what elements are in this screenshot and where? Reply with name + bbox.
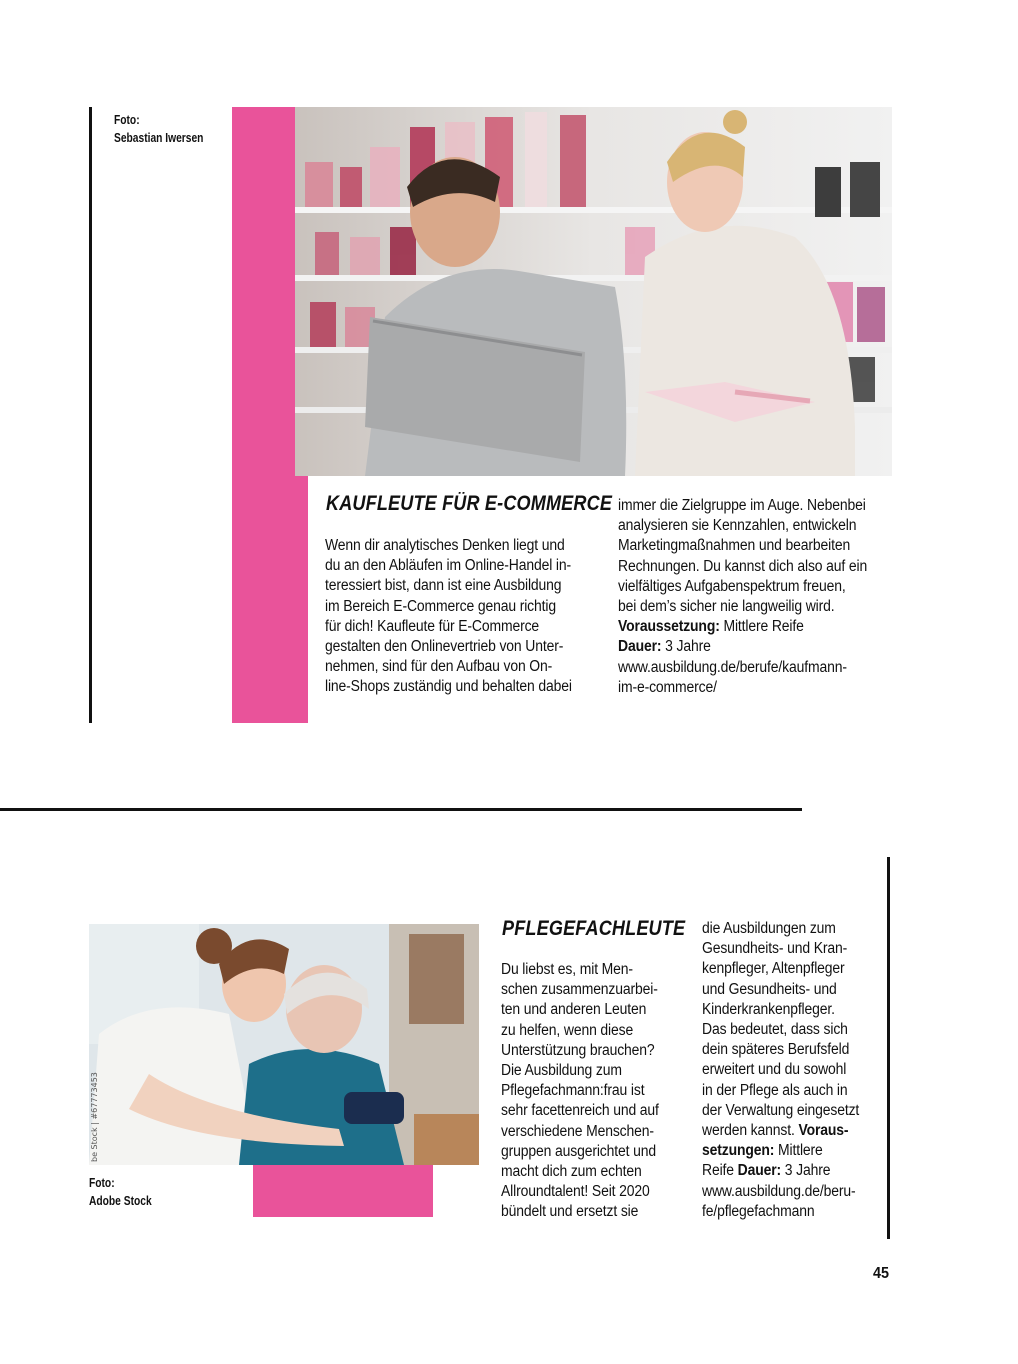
- text-line: [702, 1121, 864, 1141]
- text-line: teressiert bist, dann ist eine Ausbildung: [325, 577, 562, 595]
- url-line: www.ausbildung.de/berufe/kaufmann-: [618, 658, 847, 676]
- ecommerce-photo: [295, 107, 892, 476]
- text-line: Das bedeutet, dass sich: [702, 1021, 848, 1039]
- text-line: für dich! Kaufleute für E-Commerce: [325, 617, 540, 635]
- photo-credit-label: Foto:: [114, 113, 140, 127]
- requirement-line: [618, 617, 875, 637]
- nursing-photo: [89, 924, 479, 1165]
- text-line: im Bereich E-Commerce genau richtig: [325, 597, 556, 615]
- photo-credit-label: Foto:: [89, 1176, 115, 1190]
- photo-credit-1: [114, 111, 203, 147]
- text-line: macht dich zum echten: [501, 1163, 642, 1181]
- text-line: sehr facettenreich und auf: [501, 1102, 659, 1120]
- stock-id-text: be Stock | #67773453: [90, 1072, 99, 1162]
- url-line: fe/pflegefachmann: [702, 1202, 815, 1220]
- nursing-text-col2: [702, 919, 882, 1222]
- text-line: Marketingmaßnahmen und bearbeiten: [618, 537, 851, 555]
- duration-label: Dauer:: [737, 1162, 782, 1180]
- text-line: verschiedene Menschen-: [501, 1122, 654, 1140]
- requirement-value-cont: Reife: [702, 1162, 738, 1180]
- duration-value: 3 Jahre: [661, 638, 711, 656]
- text-line: Gesundheits- und Kran-: [702, 940, 848, 958]
- duration-value: 3 Jahre: [781, 1162, 831, 1180]
- text-line: line-Shops zuständig und behalten dabei: [325, 678, 572, 696]
- text-line: Du liebst es, mit Men-: [501, 961, 633, 978]
- text-line: ten und anderen Leuten: [501, 1001, 647, 1019]
- text-line: Rechnungen. Du kannst dich also auf ein: [618, 557, 868, 575]
- text-line: erweitert und du sowohl: [702, 1061, 847, 1079]
- photo-credit-2: [89, 1174, 152, 1210]
- requirement-label-part2: setzungen:: [702, 1142, 775, 1160]
- text-line: bündelt und ersetzt sie: [501, 1203, 639, 1221]
- section-divider: [0, 808, 802, 811]
- text-line: Wenn dir analytisches Denken liegt und: [325, 537, 565, 554]
- heading-nursing: PFLEGEFACHLEUTE: [502, 917, 686, 940]
- text-line: Allroundtalent! Seit 2020: [501, 1183, 650, 1201]
- photo-credit-name: Sebastian Iwersen: [114, 131, 204, 145]
- url-line: im-e-commerce/: [618, 678, 717, 696]
- requirement-value: Mittlere Reife: [719, 618, 804, 636]
- nursing-text-col1: [501, 960, 691, 1223]
- text-line: kenpfleger, Altenpfleger: [702, 960, 845, 978]
- url-line: www.ausbildung.de/beru-: [702, 1182, 856, 1200]
- text-line: du an den Abläufen im Online-Handel in-: [325, 557, 572, 575]
- text-line: analysieren sie Kennzahlen, entwickeln: [618, 517, 857, 535]
- left-vertical-rule: [89, 107, 92, 723]
- text-fragment: werden kannst.: [702, 1122, 799, 1140]
- pink-accent-bar-2: [253, 1165, 433, 1217]
- text-line: der Verwaltung eingesetzt: [702, 1101, 860, 1119]
- text-line: die Ausbildungen zum: [702, 920, 836, 937]
- duration-line: [702, 1161, 864, 1181]
- text-line: gestalten den Onlinevertrieb von Unter-: [325, 638, 564, 656]
- text-line: Die Ausbildung zum: [501, 1062, 622, 1080]
- text-line: Kinderkrankenpfleger.: [702, 1000, 835, 1018]
- text-line: nehmen, sind für den Aufbau von On-: [325, 658, 553, 676]
- text-line: bei dem’s sicher nie langweilig wird.: [618, 598, 835, 616]
- text-line: Pflegefachmann:frau ist: [501, 1082, 645, 1100]
- duration-line: [618, 637, 875, 657]
- text-line: vielfältiges Aufgabenspektrum freuen,: [618, 577, 846, 595]
- requirement-value: Mittlere: [774, 1142, 823, 1160]
- text-line: Unterstützung brauchen?: [501, 1041, 655, 1059]
- ecommerce-text-col2: [618, 496, 903, 698]
- text-line: gruppen ausgerichtet und: [501, 1142, 656, 1160]
- duration-label: Dauer:: [618, 638, 662, 656]
- text-line: zu helfen, wenn diese: [501, 1021, 634, 1039]
- requirement-label-part1: Voraus-: [798, 1122, 849, 1140]
- requirement-label: Voraussetzung:: [618, 618, 720, 636]
- page-number: 45: [873, 1265, 890, 1282]
- ecommerce-text-col1: [325, 536, 610, 698]
- right-vertical-rule: [887, 857, 890, 1239]
- text-line: in der Pflege als auch in: [702, 1081, 848, 1099]
- requirement-line: [702, 1141, 864, 1161]
- text-line: schen zusammenzuarbei-: [501, 981, 658, 999]
- text-line: und Gesundheits- und: [702, 980, 837, 998]
- text-line: dein späteres Berufsfeld: [702, 1041, 850, 1059]
- text-line: immer die Zielgruppe im Auge. Nebenbei: [618, 497, 866, 514]
- photo-credit-name: Adobe Stock: [89, 1194, 152, 1208]
- heading-ecommerce: KAUFLEUTE FÜR E-COMMERCE: [326, 492, 613, 515]
